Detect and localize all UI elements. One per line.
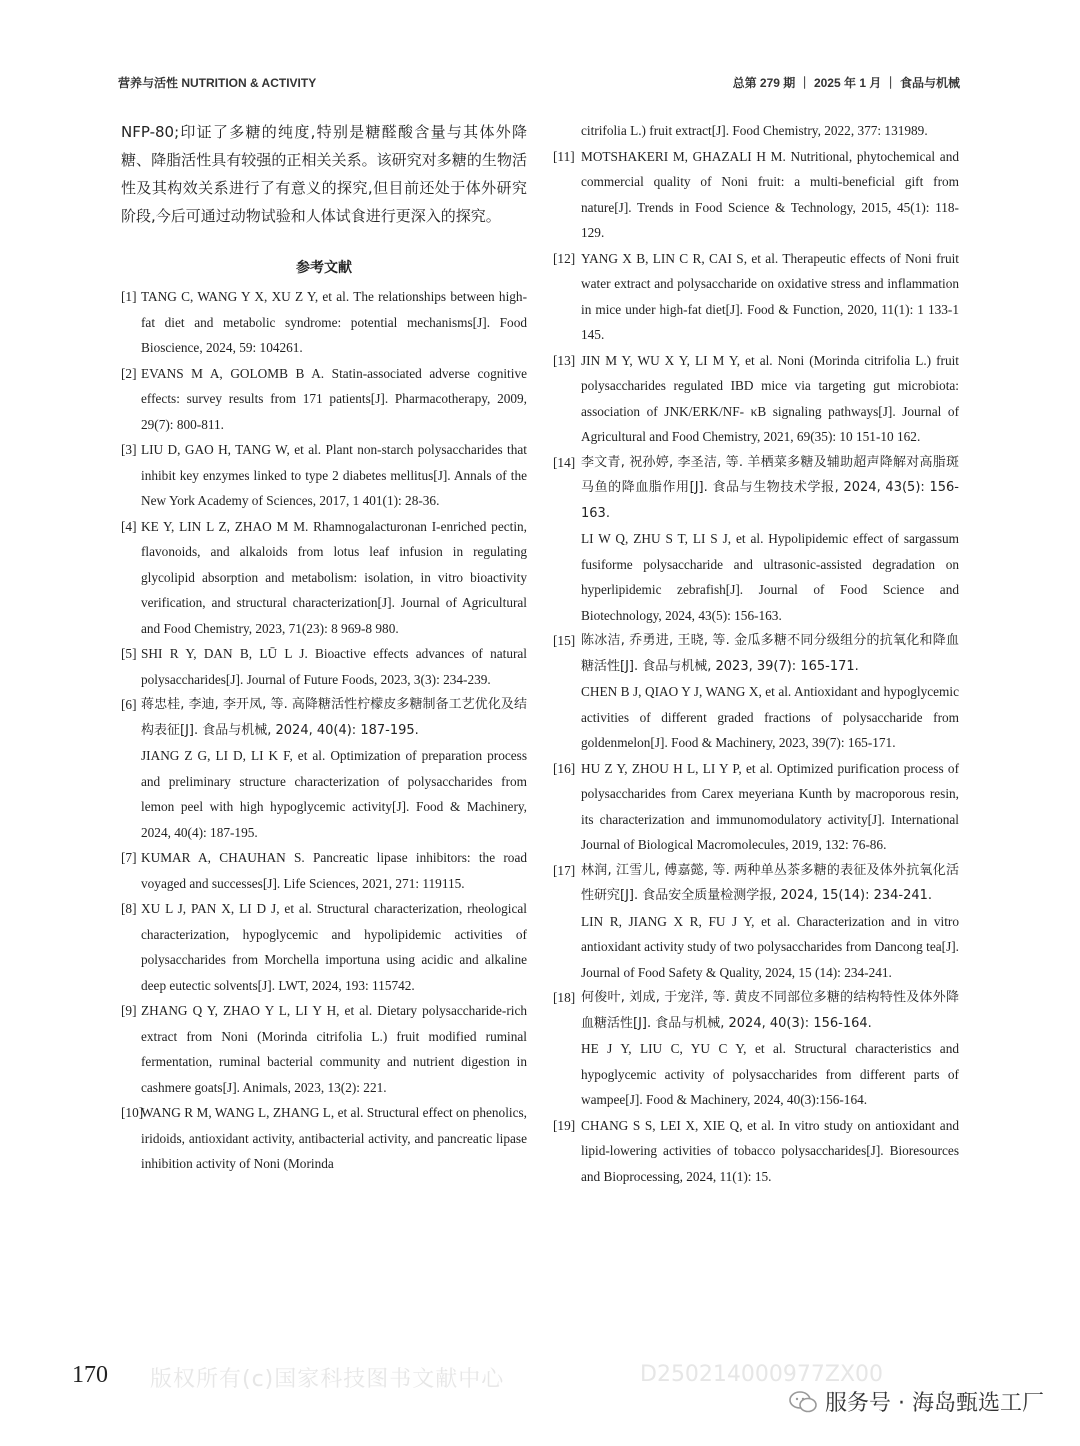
references-list-right bbox=[553, 118, 959, 1189]
reference-item bbox=[121, 1100, 527, 1177]
reference-chinese-text: 蒋忠桂, 李迪, 李开凤, 等. 高降糖活性柠檬皮多糖制备工艺优化及结构表征[J]. 食品与机械, 2024, 40(4): 187-195. bbox=[141, 697, 527, 738]
reference-item bbox=[553, 348, 959, 450]
reference-text: citrifolia L.) fruit extract[J]. Food Chemistry, 2022, 377: 131989. bbox=[581, 123, 928, 138]
reference-item bbox=[553, 246, 959, 348]
references-list-left bbox=[121, 284, 527, 1177]
wechat-icon bbox=[789, 1390, 817, 1414]
reference-item bbox=[121, 896, 527, 998]
reference-number: [3] bbox=[121, 442, 137, 457]
reference-number: [6] bbox=[121, 697, 137, 712]
reference-text: ZHANG Q Y, ZHAO Y L, LI Y H, et al. Dietary polysaccharide-rich extract from Noni (Morinda citrifolia L.) fruit modified ruminal fermentation, ruminal bacterial community and nutrient digestion in cashmere goats[J]. Animals, 2023, 13(2): 221. bbox=[141, 1003, 527, 1095]
reference-number: [2] bbox=[121, 365, 137, 381]
reference-number: [7] bbox=[121, 850, 137, 865]
reference-item bbox=[553, 118, 959, 144]
reference-number: [16] bbox=[553, 760, 576, 776]
running-header bbox=[118, 74, 960, 91]
reference-text: LIU D, GAO H, TANG W, et al. Plant non-starch polysaccharides that inhibit key enzymes linked to type 2 diabetes mellitus[J]. Annals of the New York Academy of Sciences, 2017, 1 401(1): 28-36. bbox=[141, 442, 527, 508]
reference-item bbox=[553, 858, 959, 986]
reference-item bbox=[553, 1113, 959, 1190]
reference-number: [17] bbox=[553, 862, 576, 878]
reference-item bbox=[121, 845, 527, 896]
reference-item bbox=[553, 756, 959, 858]
reference-number: [18] bbox=[553, 990, 576, 1005]
reference-text: MOTSHAKERI M, GHAZALI H M. Nutritional, phytochemical and commercial quality of Noni fruit: a multi-beneficial gift from nature[J]. Trends in Food Science & Technology, 2015, 45(1): 118-129. bbox=[581, 148, 959, 240]
reference-number: [9] bbox=[121, 1003, 137, 1018]
watermark-code: D250214000977ZX00 bbox=[640, 1362, 884, 1387]
left-column bbox=[121, 118, 527, 1177]
reference-chinese-text: 李文青, 祝孙婷, 李圣洁, 等. 羊栖菜多糖及辅助超声降解对高脂斑马鱼的降血脂作用[J]. 食品与生物技术学报, 2024, 43(5): 156-163. bbox=[581, 454, 959, 521]
reference-number: [4] bbox=[121, 518, 137, 534]
reference-item bbox=[553, 144, 959, 246]
reference-number: [12] bbox=[553, 250, 576, 266]
wechat-account-label: 服务号 · 海岛甄选工厂 bbox=[825, 1391, 1044, 1416]
reference-item bbox=[121, 284, 527, 361]
reference-text: XU L J, PAN X, LI D J, et al. Structural characterization, rheological characterization, hypoglycemic and hypolipidemic activities of polysaccharides from Morchella importuna using acidic and alkaline deep eutectic solvents[J]. LWT, 2024, 193: 115742. bbox=[141, 901, 527, 993]
reference-number: [1] bbox=[121, 289, 137, 304]
references-heading: 参考文献 bbox=[296, 260, 352, 276]
reference-chinese-text: 陈冰洁, 乔勇进, 王晓, 等. 金瓜多糖不同分级组分的抗氧化和降血糖活性[J]. 食品与机械, 2023, 39(7): 165-171. bbox=[581, 633, 959, 674]
reference-number: [10] bbox=[121, 1105, 144, 1120]
reference-text: JIANG Z G, LI D, LI K F, et al. Optimization of preparation process and preliminary structure characterization of polysaccharides from lemon peel with high hypoglycemic activity[J]. Food & Machinery, 2024, 40(4): 187-195. bbox=[141, 748, 527, 840]
reference-text: LI W Q, ZHU S T, LI S J, et al. Hypolipidemic effect of sargassum fusiforme polysaccharide and ultrasonic-assisted degradation on hyperlipidemic zebrafish[J]. Journal of Food Science and Biotechnology, 2024, 43(5): 156-163. bbox=[581, 531, 959, 623]
reference-number: [14] bbox=[553, 454, 576, 470]
header-journal-info: 总第 279 期 ｜ 2025 年 1 月 ｜ 食品与机械 bbox=[732, 76, 960, 90]
reference-number: [5] bbox=[121, 646, 137, 661]
reference-number: [19] bbox=[553, 1117, 576, 1133]
page-number: 170 bbox=[72, 1362, 108, 1388]
copyright-watermark: 版权所有(c)国家科技图书文献中心 bbox=[150, 1367, 505, 1392]
reference-item bbox=[553, 628, 959, 756]
reference-item bbox=[553, 450, 959, 629]
reference-item bbox=[121, 514, 527, 642]
reference-text: SHI R Y, DAN B, LŪ L J. Bioactive effects advances of natural polysaccharides[J]. Journal of Future Foods, 2023, 3(3): 234-239. bbox=[141, 646, 527, 687]
header-section-label: 营养与活性 NUTRITION & ACTIVITY bbox=[118, 76, 317, 90]
reference-text: HU Z Y, ZHOU H L, LI Y P, et al. Optimized purification process of polysaccharides from Carex meyeriana Kunth by macroporous resin, its characterization and immunomodulatory activity[J]. International Journal of Biological Macromolecules, 2019, 132: 76-86. bbox=[581, 760, 959, 852]
reference-text: HE J Y, LIU C, YU C Y, et al. Structural characteristics and hypoglycemic activity of polysaccharides from different parts of wampee[J]. Food & Machinery, 2024, 40(3):156-164. bbox=[581, 1041, 959, 1107]
reference-text: KE Y, LIN L Z, ZHAO M M. Rhamnogalacturonan I-enriched pectin, flavonoids, and alkaloids from lotus leaf infusion in regulating glycolipid absorption and metabolism: isolation, in vitro bioactivity verification, and structural characterization[J]. Journal of Agricultural and Food Chemistry, 2023, 71(23): 8 969-8 980. bbox=[141, 518, 527, 636]
wechat-account-badge[interactable] bbox=[789, 1386, 1044, 1417]
reference-text: CHEN B J, QIAO Y J, WANG X, et al. Antioxidant and hypoglycemic activities of different graded fractions of polysaccharide from goldenmelon[J]. Food & Machinery, 2023, 39(7): 165-171. bbox=[581, 684, 959, 750]
reference-item bbox=[121, 437, 527, 514]
reference-item bbox=[121, 998, 527, 1100]
reference-chinese-text: 何俊叶, 刘成, 于宠洋, 等. 黄皮不同部位多糖的结构特性及体外降血糖活性[J]. 食品与机械, 2024, 40(3): 156-164. bbox=[581, 990, 959, 1031]
reference-text: JIN M Y, WU X Y, LI M Y, et al. Noni (Morinda citrifolia L.) fruit polysaccharides regulated IBD mice via targeting gut microbiota: association of JNK/ERK/NF- κB signaling pathways[J]. Journal of Agricultural and Food Chemistry, 2021, 69(35): 10 151-10 162. bbox=[581, 352, 959, 444]
reference-number: [11] bbox=[553, 148, 575, 164]
right-column bbox=[553, 118, 959, 1189]
reference-item bbox=[553, 985, 959, 1113]
reference-text: YANG X B, LIN C R, CAI S, et al. Therapeutic effects of Noni fruit water extract and polysaccharide on oxidative stress and inflammation in mice under high-fat diet[J]. Food & Function, 2020, 11(1): 1 133-1 145. bbox=[581, 250, 959, 342]
reference-text: KUMAR A, CHAUHAN S. Pancreatic lipase inhibitors: the road voyaged and successes[J]. Life Sciences, 2021, 271: 119115. bbox=[141, 850, 527, 891]
reference-item bbox=[121, 361, 527, 438]
reference-chinese-text: 林润, 江雪儿, 傅嘉懿, 等. 两种单丛茶多糖的表征及体外抗氧化活性研究[J]. 食品安全质量检测学报, 2024, 15(14): 234-241. bbox=[581, 862, 959, 903]
reference-text: EVANS M A, GOLOMB B A. Statin-associated adverse cognitive effects: survey results from 171 patients[J]. Pharmacotherapy, 2009, 29(7): 800-811. bbox=[141, 365, 527, 432]
reference-number: [8] bbox=[121, 901, 137, 916]
reference-item bbox=[121, 641, 527, 692]
reference-text: TANG C, WANG Y X, XU Z Y, et al. The relationships between high-fat diet and metabolic syndrome: potential mechanisms[J]. Food Bioscience, 2024, 59: 104261. bbox=[141, 289, 527, 355]
reference-number: [15] bbox=[553, 633, 576, 648]
reference-text: CHANG S S, LEI X, XIE Q, et al. In vitro study on antioxidant and lipid-lowering activities of tobacco polysaccharides[J]. Bioresources and Bioprocessing, 2024, 11(1): 15. bbox=[581, 1117, 959, 1184]
reference-text: WANG R M, WANG L, ZHANG L, et al. Structural effect on phenolics, iridoids, antioxidant activity, antibacterial activity, and pancreatic lipase inhibition activity of Noni (Morinda bbox=[141, 1105, 527, 1171]
reference-text: LIN R, JIANG X R, FU J Y, et al. Characterization and in vitro antioxidant activity study of two polysaccharides from Dancong tea[J]. Journal of Food Safety & Quality, 2024, 15 (14): 234-241. bbox=[581, 913, 959, 980]
reference-item bbox=[121, 692, 527, 845]
reference-number: [13] bbox=[553, 352, 576, 368]
body-paragraph: NFP-80;印证了多糖的纯度,特别是糖醛酸含量与其体外降糖、降脂活性具有较强的正相关关系。该研究对多糖的生物活性及其构效关系进行了有意义的探究,但目前还处于体外研究阶段,今后可通过动物试验和人体试食进行更深入的探究。 bbox=[121, 123, 527, 225]
